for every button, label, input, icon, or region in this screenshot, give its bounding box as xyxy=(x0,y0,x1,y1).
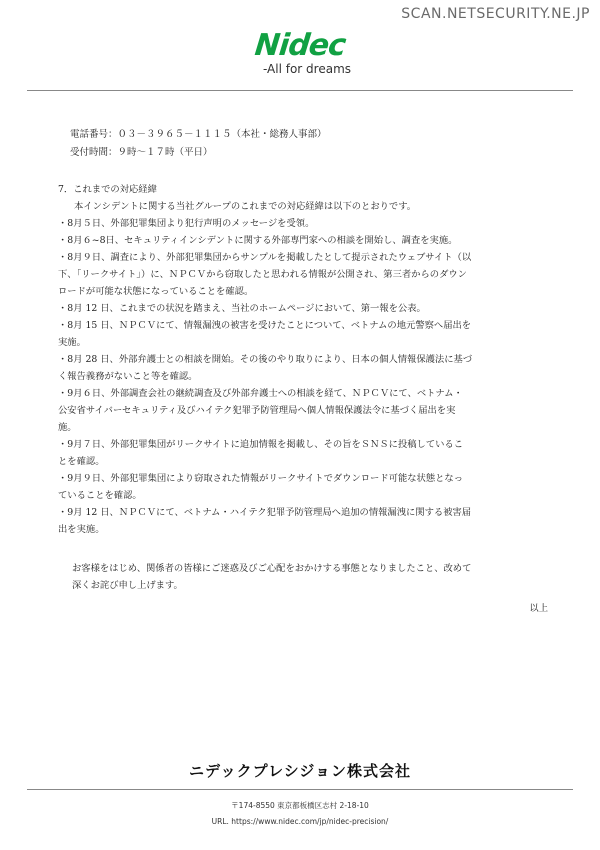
history-item: ・9月６日、外部調査会社の継続調査及び外部弁護士への相談を経て、ＮＰＣＶにて、ベトナム・ 公安省サイバーセキュリティ及びハイテク犯罪予防管理局へ個人情報保護法令に基づく届出を実 施。 xyxy=(58,388,463,433)
history-item: ・8月 12 日、これまでの状況を踏まえ、当社のホームページにおいて、第一報を公表。 xyxy=(58,303,426,314)
history-item: ・8月９日、調査により、外部犯罪集団からサンプルを掲載したとして提示されたウェブサイト（以 下、「リークサイト」）に、ＮＰＣＶから窃取したと思われる情報が公開され、第三者からのダウン ロードが可能な状態になっていることを確認。 xyxy=(58,252,472,297)
footer-address-block xyxy=(0,798,600,830)
document-body xyxy=(58,181,548,617)
contact-info xyxy=(70,126,327,162)
history-item: ・9月 12 日、ＮＰＣＶにて、ベトナム・ハイテク犯罪予防管理局へ追加の情報漏洩に関する被害届 出を実施。 xyxy=(58,507,472,535)
footer-url: URL. https://www.nidec.com/jp/nidec-precision/ xyxy=(211,817,389,826)
history-item: ・8月５日、外部犯罪集団より犯行声明のメッセージを受領。 xyxy=(58,218,315,229)
section-intro: 本インシデントに関する当社グループのこれまでの対応経緯は以下のとおりです。 xyxy=(74,201,417,212)
history-item: ・8月６~8日、セキュリティインシデントに関する外部専門家への相談を開始し、調査を実施。 xyxy=(58,235,458,246)
history-item: ・8月 28 日、外部弁護士との相談を開始。その後のやり取りにより、日本の個人情報保護法に基づ く報告義務がないこと等を確認。 xyxy=(58,354,473,382)
apology-paragraph: お客様をはじめ、関係者の皆様にご迷惑及びご心配をおかけする事態となりましたこと、改めて 深くお詫び申し上げます。 xyxy=(72,563,472,591)
footer-divider xyxy=(27,789,573,790)
company-name: ニデックプレシジョン株式会社 xyxy=(188,762,412,780)
logo-wordmark: Nidec xyxy=(253,28,347,63)
section-title: 7．これまでの対応経緯 xyxy=(58,184,157,195)
history-item: ・9月７日、外部犯罪集団がリークサイトに追加情報を掲載し、その旨をＳＮＳに投稿しているこ とを確認。 xyxy=(58,439,464,467)
history-list xyxy=(58,215,548,538)
contact-hours: 受付時間：９時～１７時（平日） xyxy=(70,147,213,158)
watermark-text: SCAN.NETSECURITY.NE.JP xyxy=(401,6,590,22)
history-item: ・8月 15 日、ＮＰＣＶにて、情報漏洩の被害を受けたことについて、ベトナムの地元警察へ届出を 実施。 xyxy=(58,320,472,348)
history-item: ・9月９日、外部犯罪集団により窃取された情報がリークサイトでダウンロード可能な状態となっ ていることを確認。 xyxy=(58,473,464,501)
contact-phone: 電話番号：０３－３９６５－１１１５（本社・総務人事部） xyxy=(70,129,327,140)
footer-address: 〒174-8550 東京都板橋区志村 2-18-10 xyxy=(231,801,369,810)
closing-mark: 以上 xyxy=(529,603,548,614)
header-divider xyxy=(27,90,573,91)
company-logo xyxy=(0,30,600,76)
logo-tagline: -All for dreams xyxy=(262,62,352,76)
